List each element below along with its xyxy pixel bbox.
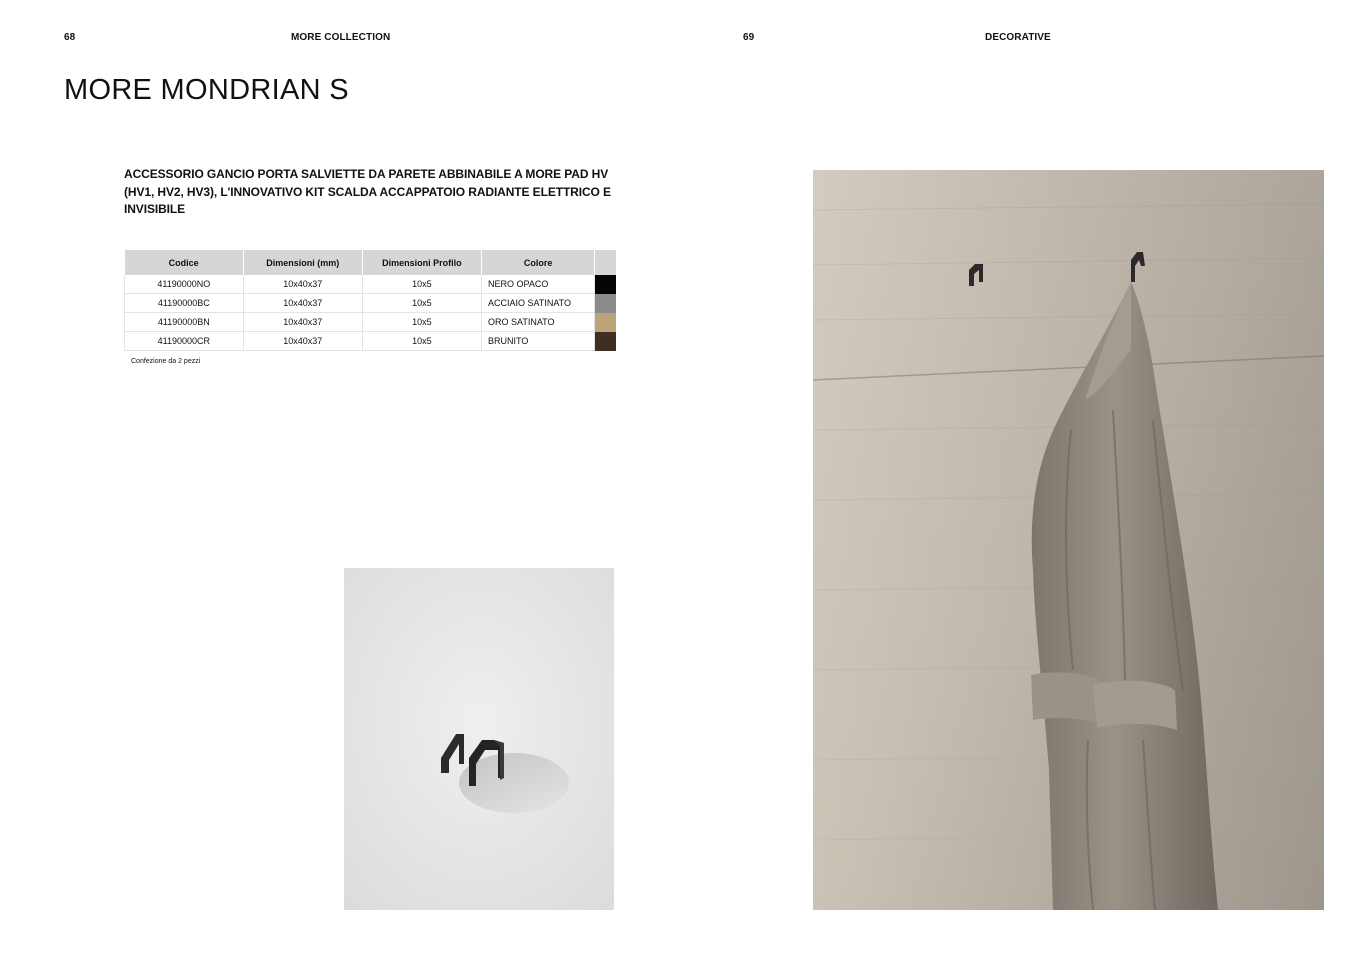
left-section-title: MORE COLLECTION bbox=[291, 32, 391, 43]
header-colore: Colore bbox=[481, 250, 594, 275]
cell-color: ORO SATINATO bbox=[481, 313, 594, 332]
color-swatch bbox=[595, 332, 616, 351]
cell-color: NERO OPACO bbox=[481, 275, 594, 294]
right-section-title: DECORATIVE bbox=[985, 32, 1051, 43]
bathrobe-lifestyle-photo bbox=[813, 170, 1324, 910]
hooks-product-photo bbox=[344, 568, 614, 910]
left-page-number: 68 bbox=[64, 32, 76, 43]
cell-dimensions: 10x40x37 bbox=[243, 275, 362, 294]
product-title: MORE MONDRIAN S bbox=[64, 74, 349, 106]
color-swatch bbox=[595, 275, 616, 294]
table-header-row bbox=[125, 250, 616, 275]
cell-profile: 10x5 bbox=[362, 313, 481, 332]
cell-profile: 10x5 bbox=[362, 332, 481, 351]
cell-dimensions: 10x40x37 bbox=[243, 332, 362, 351]
cell-dimensions: 10x40x37 bbox=[243, 313, 362, 332]
header-dimensioni-profilo: Dimensioni Profilo bbox=[362, 250, 481, 275]
cell-profile: 10x5 bbox=[362, 275, 481, 294]
table-row bbox=[125, 313, 616, 332]
color-swatch bbox=[595, 313, 616, 332]
header-swatch bbox=[595, 250, 616, 275]
table-row bbox=[125, 332, 616, 351]
header-codice: Codice bbox=[125, 250, 244, 275]
cell-code: 41190000BC bbox=[125, 294, 244, 313]
cell-code: 41190000BN bbox=[125, 313, 244, 332]
table-row bbox=[125, 275, 616, 294]
cell-code: 41190000NO bbox=[125, 275, 244, 294]
cell-profile: 10x5 bbox=[362, 294, 481, 313]
header-dimensioni: Dimensioni (mm) bbox=[243, 250, 362, 275]
cell-code: 41190000CR bbox=[125, 332, 244, 351]
color-swatch bbox=[595, 294, 616, 313]
cell-color: BRUNITO bbox=[481, 332, 594, 351]
cell-color: ACCIAIO SATINATO bbox=[481, 294, 594, 313]
package-note: Confezione da 2 pezzi bbox=[131, 358, 201, 365]
product-description: ACCESSORIO GANCIO PORTA SALVIETTE DA PARETE ABBINABILE A MORE PAD HV (HV1, HV2, HV3), L'INNOVATIVO KIT SCALDA ACCAPPATOIO RADIANTE ELETTRICO E INVISIBILE bbox=[124, 167, 611, 216]
right-page-number: 69 bbox=[743, 32, 755, 43]
cell-dimensions: 10x40x37 bbox=[243, 294, 362, 313]
table-row bbox=[125, 294, 616, 313]
spec-table bbox=[124, 250, 616, 351]
